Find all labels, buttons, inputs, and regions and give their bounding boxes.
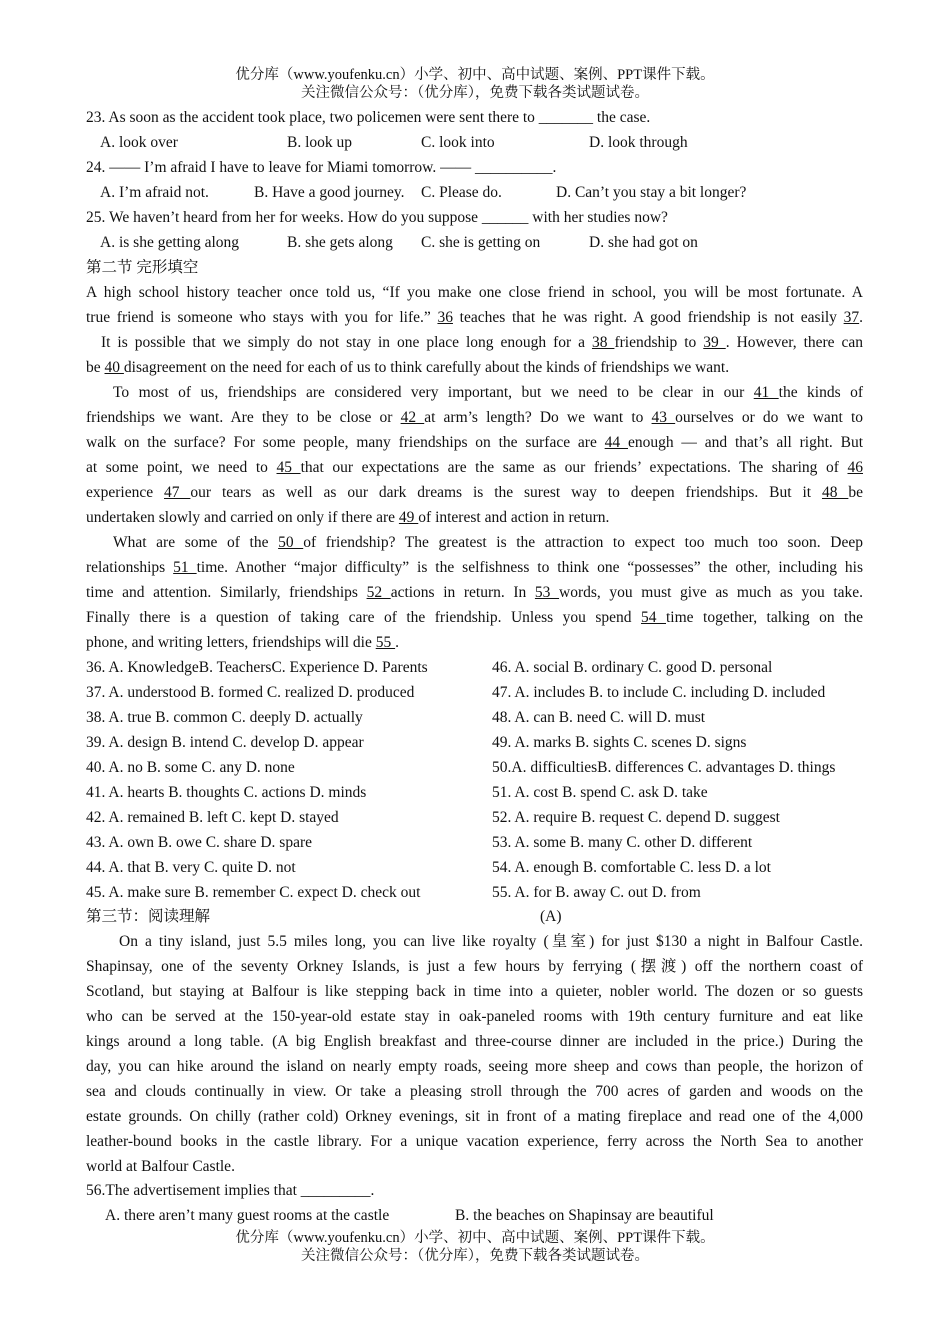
footer-line-1: 优分库（www.youfenku.cn）小学、初中、高中试题、案例、PPT课件下载。 <box>235 1230 715 1246</box>
text: . However, there can <box>725 334 864 351</box>
cloze-line <box>86 408 863 428</box>
blank-53: 53 <box>534 584 560 601</box>
q56-option-b: B. the beaches on Shapinsay are beautiful <box>455 1207 714 1224</box>
reading-line: sea and clouds continually in view. Or take a pleasing stroll through the 700 acres of garden and woods on the <box>86 1083 863 1100</box>
text: What are some of the <box>113 534 279 551</box>
blank-55: 55 <box>375 634 396 651</box>
page-footer <box>0 1229 950 1265</box>
blank-49: 49 <box>398 509 419 526</box>
option-row: 38. A. true B. common C. deeply D. actually <box>86 709 363 726</box>
text: To most of us, friendships are considered very important, but we need to be clear in our <box>113 384 754 401</box>
cloze-line <box>86 558 863 578</box>
option-row: 48. A. can B. need C. will D. must <box>492 709 706 726</box>
reading-line: day, you can hike around the island on nearly empty roads, seeing more sheep and cows than people, the horizon of <box>86 1058 863 1075</box>
option-row: 40. A. no B. some C. any D. none <box>86 759 295 776</box>
blank-44: 44 <box>604 434 628 451</box>
q24-option-d: D. Can’t you stay a bit longer? <box>556 184 747 201</box>
text: It is possible that we simply do not stay in one place long enough for a <box>101 334 592 351</box>
option-row: 50.A. difficultiesB. differences C. advantages D. things <box>492 759 836 776</box>
text: be <box>86 359 105 376</box>
cloze-line: A high school history teacher once told us, “If you make one close friend in school, you will be most fortunate. A <box>86 284 863 301</box>
cloze-line <box>113 533 863 553</box>
reading-line: kings around a long table. (A big English breakfast and three-course dinner are included in the price.) During the <box>86 1033 863 1050</box>
question-56-stem: 56.The advertisement implies that _________. <box>86 1182 375 1199</box>
blank-54: 54 <box>641 609 666 626</box>
text: ourselves or do we want to <box>675 409 864 426</box>
question-24-stem: 24. —— I’m afraid I have to leave for Miami tomorrow. —— __________. <box>86 159 557 176</box>
text: the kinds of <box>778 384 864 401</box>
cloze-line <box>86 458 863 478</box>
header-line-2: 关注微信公众号：（优分库），免费下载各类试题试卷。 <box>301 85 649 101</box>
cloze-line <box>86 583 863 603</box>
text: time. Another “major difficulty” is the selfishness to think one “possesses” the other, including his <box>196 559 864 576</box>
q25-option-a: A. is she getting along <box>100 234 240 251</box>
option-row: 54. A. enough B. comfortable C. less D. a lot <box>492 859 771 876</box>
cloze-line <box>86 308 863 328</box>
reading-line: estate grounds. On chilly (rather cold) Orkney evenings, sit in front of a mating fireplace and read one of the 4,000 <box>86 1108 863 1125</box>
text: Finally there is a question of taking care of the friendship. Unless you spend <box>86 609 642 626</box>
option-row: 52. A. require B. request C. depend D. suggest <box>492 809 780 826</box>
blank-52: 52 <box>366 584 391 601</box>
q56-option-a: A. there aren’t many guest rooms at the castle <box>105 1207 390 1224</box>
option-row: 43. A. own B. owe C. share D. spare <box>86 834 313 851</box>
blank-45: 45 <box>276 459 301 476</box>
text: enough — and that’s all right. But <box>627 434 864 451</box>
blank-39: 39 <box>703 334 726 351</box>
option-row: 44. A. that B. very C. quite D. not <box>86 859 296 876</box>
text: be <box>848 484 864 501</box>
blank-36: 36 <box>437 309 453 326</box>
option-row: 39. A. design B. intend C. develop D. appear <box>86 734 364 751</box>
q25-option-c: C. she is getting on <box>421 234 541 251</box>
blank-37: 37 <box>843 309 860 326</box>
blank-48: 48 <box>821 484 849 501</box>
reading-line: world at Balfour Castle. <box>86 1158 235 1175</box>
option-row: 49. A. marks B. sights C. scenes D. signs <box>492 734 747 751</box>
q25-option-b: B. she gets along <box>287 234 393 251</box>
cloze-line <box>113 383 863 403</box>
blank-38: 38 <box>591 334 615 351</box>
header-line-1: 优分库（www.youfenku.cn）小学、初中、高中试题、案例、PPT课件下载。 <box>235 67 715 83</box>
text: true friend is someone who stays with you for life.” <box>86 309 438 326</box>
option-row: 37. A. understood B. formed C. realized D. produced <box>86 684 415 701</box>
cloze-line <box>86 633 863 653</box>
option-row: 46. A. social B. ordinary C. good D. personal <box>492 659 773 676</box>
blank-51: 51 <box>173 559 197 576</box>
text: words, you must give as much as you take. <box>559 584 864 601</box>
section-3-title: 第三节：阅读理解 <box>86 908 211 925</box>
option-row: 53. A. some B. many C. other D. different <box>492 834 753 851</box>
text: experience <box>86 484 165 501</box>
reading-line: who can be served at the 150-year-old estate stay in oak-paneled rooms with 19th century furniture and eat like <box>86 1008 863 1025</box>
text: time together, talking on the <box>666 609 863 626</box>
text: walk on the surface? For some people, many friendships on the surface are <box>86 434 605 451</box>
section-3-part-label: (A) <box>540 908 562 925</box>
text: phone, and writing letters, friendships will die <box>86 634 376 651</box>
blank-40: 40 <box>104 359 124 376</box>
option-row: 41. A. hearts B. thoughts C. actions D. minds <box>86 784 367 801</box>
q24-option-b: B. Have a good journey. <box>254 184 405 201</box>
text: undertaken slowly and carried on only if there are <box>86 509 399 526</box>
cloze-line <box>86 483 863 503</box>
text: that our expectations are the same as our friends’ expectations. The sharing of <box>300 459 848 476</box>
text: of interest and action in return. <box>418 509 610 526</box>
text: . <box>859 309 863 326</box>
blank-43: 43 <box>651 409 676 426</box>
reading-line: Shapinsay, one of the seventy Orkney Islands, is just a few hours by ferrying (摆渡) off the northern coast of <box>86 958 863 975</box>
q23-option-d: D. look through <box>589 134 688 151</box>
q24-option-a: A. I’m afraid not. <box>100 184 209 201</box>
cloze-line <box>101 333 863 353</box>
option-row: 55. A. for B. away C. out D. from <box>492 884 701 901</box>
q23-option-c: C. look into <box>421 134 495 151</box>
text: relationships <box>86 559 174 576</box>
blank-41: 41 <box>753 384 779 401</box>
blank-42: 42 <box>400 409 425 426</box>
q24-option-c: C. Please do. <box>421 184 502 201</box>
option-row: 51. A. cost B. spend C. ask D. take <box>492 784 708 801</box>
text: of friendship? The greatest is the attraction to expect too much too soon. Deep <box>303 534 863 551</box>
blank-47: 47 <box>164 484 191 501</box>
text: friendship to <box>614 334 704 351</box>
q23-option-a: A. look over <box>100 134 178 151</box>
question-23-stem: 23. As soon as the accident took place, two policemen were sent there to _______ the case. <box>86 109 651 126</box>
cloze-line <box>86 608 863 628</box>
q25-option-d: D. she had got on <box>589 234 698 251</box>
reading-line: leather-bound books in the castle library. For a unique vacation experience, ferry across the North Sea to another <box>86 1133 863 1150</box>
option-row: 45. A. make sure B. remember C. expect D. check out <box>86 884 421 901</box>
option-row: 47. A. includes B. to include C. including D. included <box>492 684 826 701</box>
reading-line: On a tiny island, just 5.5 miles long, you can live like royalty (皇室) for just $130 a night in Balfour Castle. <box>119 933 863 950</box>
text: at some point, we need to <box>86 459 277 476</box>
reading-line: Scotland, but staying at Balfour is like stepping back in time into a quieter, nobler world. The dozen or so guests <box>86 983 863 1000</box>
cloze-line <box>86 433 863 453</box>
text: our tears as well as our dark dreams is the surest way to deepen friendships. But it <box>190 484 822 501</box>
question-25-stem: 25. We haven’t heard from her for weeks. How do you suppose ______ with her studies now? <box>86 209 668 226</box>
footer-line-2: 关注微信公众号：（优分库），免费下载各类试题试卷。 <box>301 1248 649 1264</box>
text: disagreement on the need for each of us to think carefully about the kinds of friendships we want. <box>123 359 730 376</box>
option-row: 36. A. KnowledgeB. TeachersC. Experience D. Parents <box>86 659 428 676</box>
text: friendships we want. Are they to be close or <box>86 409 401 426</box>
section-2-title: 第二节 完形填空 <box>86 259 199 276</box>
text: teaches that he was right. A good friendship is not easily <box>452 309 844 326</box>
text: . <box>395 634 399 651</box>
q23-option-b: B. look up <box>287 134 353 151</box>
text: actions in return. In <box>390 584 535 601</box>
cloze-line <box>86 358 863 378</box>
page-header <box>0 66 950 102</box>
blank-50: 50 <box>278 534 304 551</box>
blank-46: 46 <box>847 459 863 476</box>
option-row: 42. A. remained B. left C. kept D. stayed <box>86 809 339 826</box>
cloze-line <box>86 508 863 528</box>
text: time and attention. Similarly, friendships <box>86 584 367 601</box>
text: at arm’s length? Do we want to <box>424 409 652 426</box>
